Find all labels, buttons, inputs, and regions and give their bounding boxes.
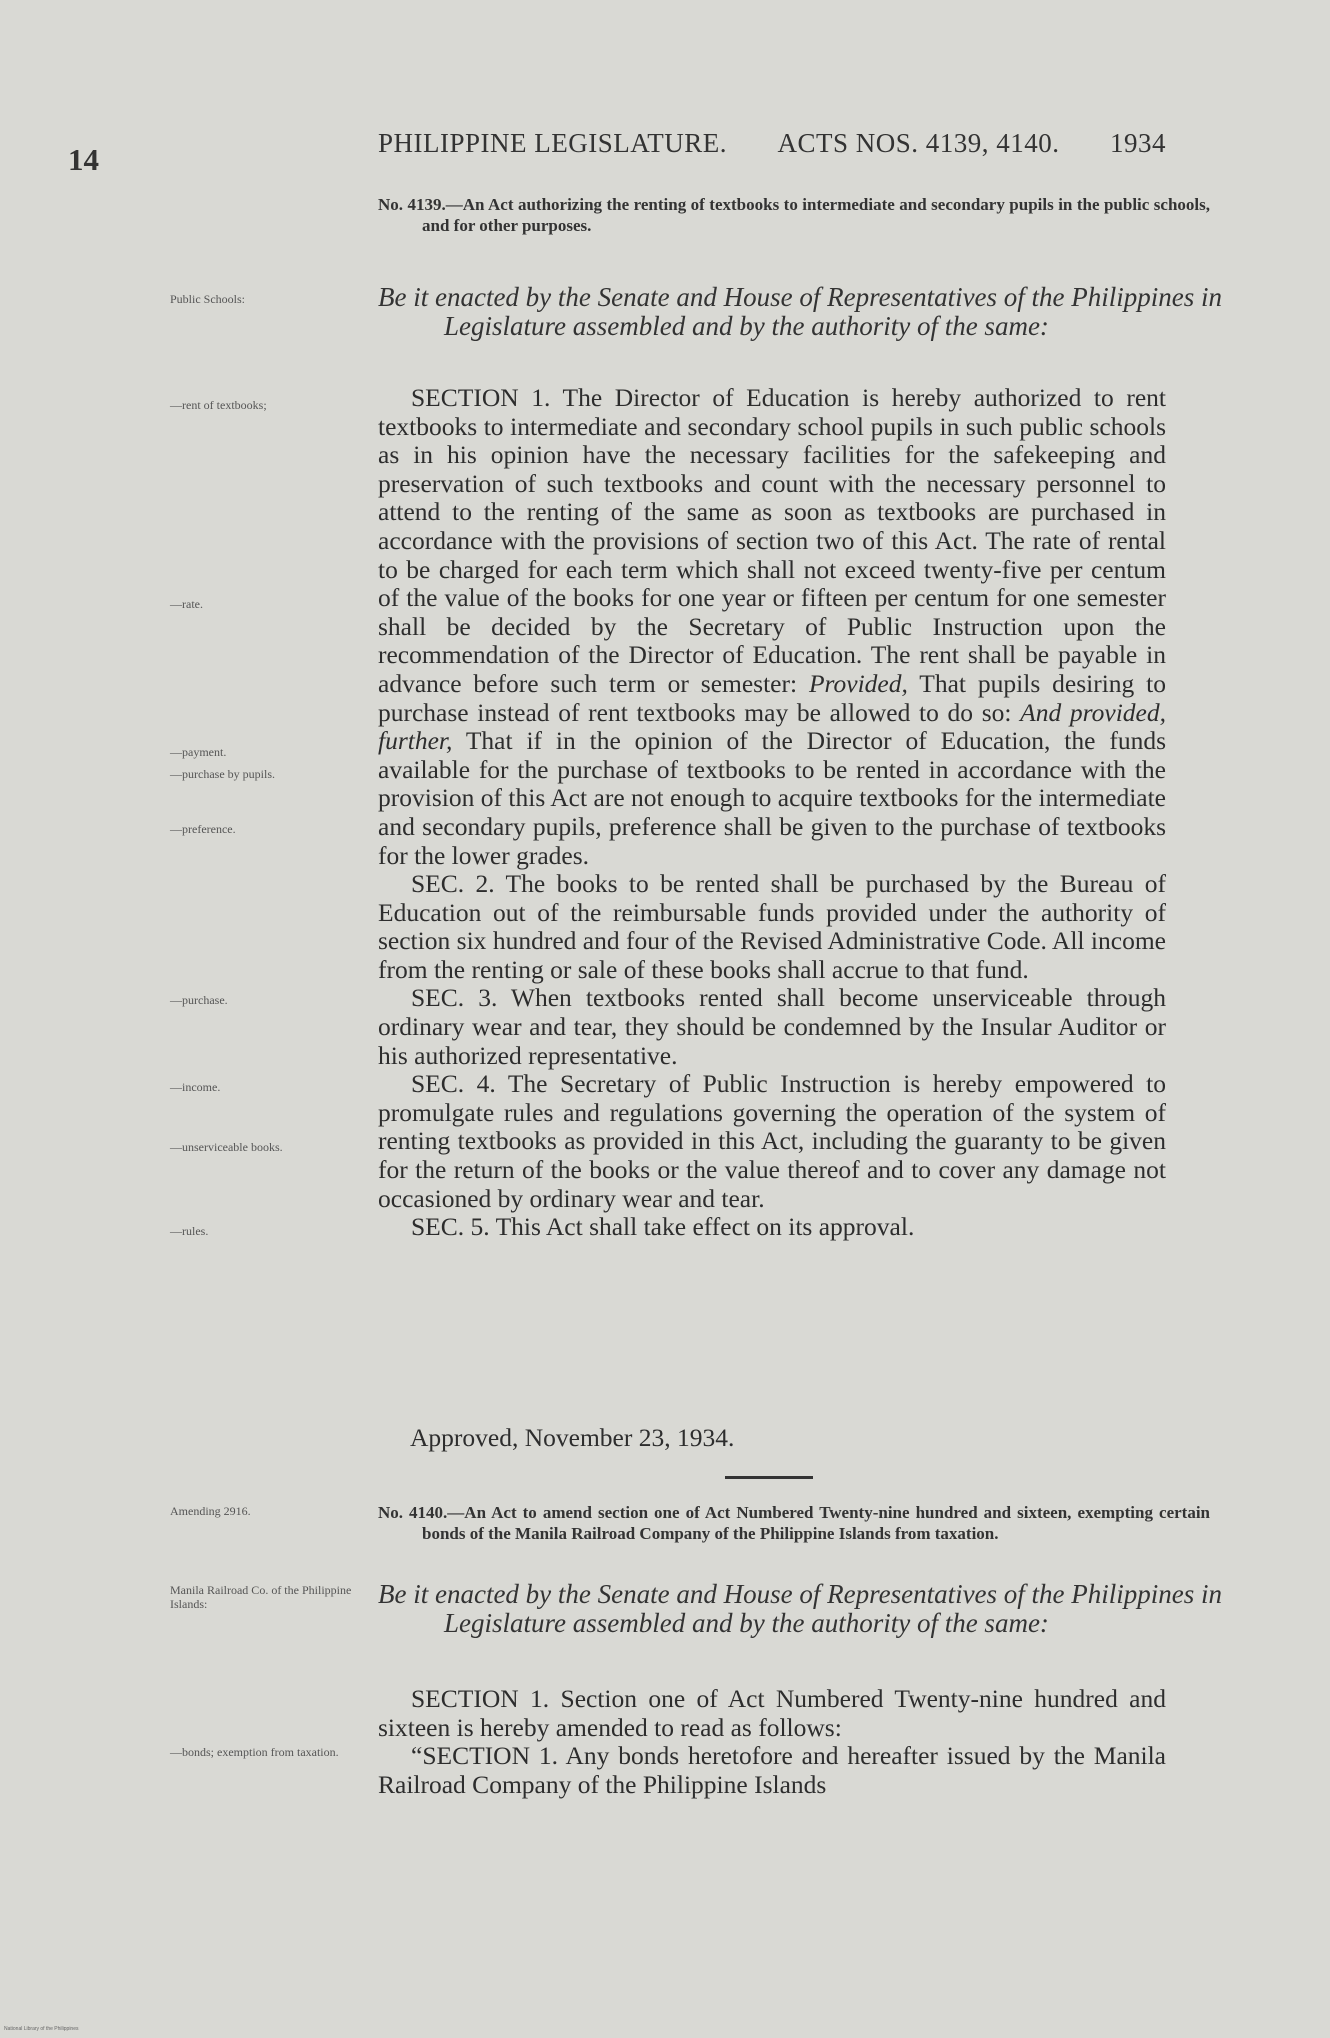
margin-note-unserviceable-books: —unserviceable books. xyxy=(170,1140,283,1154)
running-head-left: PHILIPPINE LEGISLATURE. xyxy=(378,128,727,158)
section-text: Any bonds heretofore and hereafter issued by the Manila Railroad Company of the Philippine Islands xyxy=(378,1741,1167,1799)
proviso-label: And provided, further, xyxy=(378,697,1167,756)
section-label: SECTION 1. xyxy=(411,1684,550,1713)
section-label: SEC. 5. xyxy=(411,1212,490,1242)
margin-note-purchase: —purchase. xyxy=(170,993,228,1007)
margin-note-rate: —rate. xyxy=(170,597,203,611)
section-text: Section one of Act Numbered Twenty-nine hundred and sixteen is hereby amended to read as follows: xyxy=(378,1684,1167,1742)
section-text: This Act shall take effect on its approval. xyxy=(489,1212,915,1242)
act-4139-section-1 xyxy=(378,384,1166,870)
footer-credit: National Library of the Philippines xyxy=(4,2026,79,2032)
margin-note-amending: Amending 2916. xyxy=(170,1504,251,1518)
margin-note-bonds-exemption: —bonds; exemption from taxation. xyxy=(170,1745,339,1759)
act-4140-section-1 xyxy=(378,1685,1166,1742)
act-4139-section-3 xyxy=(378,984,1166,1070)
section-label: SEC. 4. xyxy=(411,1069,496,1099)
act-4140-title: No. 4140.—An Act to amend section one of Act Numbered Twenty-nine hundred and sixteen, exempting certain bonds of the Manila Railroad Company of the Philippine Islands from taxation. xyxy=(378,1503,1210,1543)
act-4139-body xyxy=(378,384,1166,1242)
running-head-center: ACTS NOS. 4139, 4140. xyxy=(777,128,1060,158)
approval-date: Approved, November 23, 1934. xyxy=(410,1423,735,1452)
margin-note-manila-railroad: Manila Railroad Co. of the Philippine Islands: xyxy=(170,1583,352,1611)
page-number: 14 xyxy=(68,142,99,177)
act-4140-quoted-section-1 xyxy=(378,1742,1166,1799)
section-text: That pupils desiring to purchase instead of rent textbooks may be allowed to do so: xyxy=(378,668,1166,727)
running-head-year: 1934 xyxy=(1110,128,1166,158)
act-4139-section-2 xyxy=(378,870,1166,984)
margin-note-preference: —preference. xyxy=(170,822,236,836)
act-4140-body xyxy=(378,1685,1166,1799)
margin-note-rules: —rules. xyxy=(170,1224,209,1238)
margin-note-rent-of-textbooks: —rent of textbooks; xyxy=(170,398,267,412)
section-text: The Director of Education is hereby authorized to rent textbooks to intermediate and secondary school pupils in such public schools as in his opinion have the necessary facilities for the safekeeping and preservation of such textbooks and count with the necessary personnel to attend to the renting of the same as soon as textbooks are purchased in accordance with the provisions of section two of this Act. The rate of rental to be charged for each term which shall not exceed twenty-five per centum of the value of the books for one year or fifteen per centum for one semester shall be decided by the Secretary of Public Instruction upon the recommendation of the Director of Education. The rent shall be payable in advance before such term or semester: xyxy=(378,383,1166,698)
section-divider-rule xyxy=(725,1476,813,1479)
act-4139-section-5 xyxy=(378,1213,1166,1242)
section-text: That if in the opinion of the Director of Education, the funds available for the purchase of textbooks to be rented in accordance with the provision of this Act are not enough to acquire textbooks for the intermediate and secondary pupils, preference shall be given to the purchase of textbooks for the lower grades. xyxy=(378,726,1166,870)
margin-note-payment: —payment. xyxy=(170,745,227,759)
section-label: SECTION 1. xyxy=(411,383,551,412)
running-head xyxy=(378,128,1166,159)
act-4139-title: No. 4139.—An Act authorizing the renting of textbooks to intermediate and secondary pupils in the public schools, and for other purposes. xyxy=(378,195,1210,235)
section-text: When textbooks rented shall become unserviceable through ordinary wear and tear, they should be condemned by the Insular Auditor or his authorized representative. xyxy=(378,983,1166,1070)
proviso-label: Provided, xyxy=(808,668,908,698)
act-4139-section-4 xyxy=(378,1070,1166,1213)
section-text: The Secretary of Public Instruction is hereby empowered to promulgate rules and regulations governing the operation of the system of renting textbooks as provided in this Act, including the guaranty to be given for the return of the books or the value thereof and to cover any damage not occasioned by ordinary wear and tear. xyxy=(378,1069,1166,1213)
act-4140-enacting-clause: Be it enacted by the Senate and House of Representatives of the Philippines in Legislature assembled and by the authority of the same: xyxy=(378,1579,1223,1638)
section-label: SEC. 3. xyxy=(411,983,498,1013)
section-label: “SECTION 1. xyxy=(411,1741,558,1771)
margin-note-public-schools: Public Schools: xyxy=(170,292,246,306)
section-label: SEC. 2. xyxy=(411,869,495,899)
margin-note-purchase-by-pupils: —purchase by pupils. xyxy=(170,767,275,781)
section-text: The books to be rented shall be purchased by the Bureau of Education out of the reimbursable funds provided under the authority of section six hundred and four of the Revised Administrative Code. All income from the renting or sale of these books shall accrue to that fund. xyxy=(378,869,1166,984)
act-4139-enacting-clause: Be it enacted by the Senate and House of Representatives of the Philippines in Legislature assembled and by the authority of the same: xyxy=(378,282,1223,341)
margin-note-income: —income. xyxy=(170,1080,221,1094)
